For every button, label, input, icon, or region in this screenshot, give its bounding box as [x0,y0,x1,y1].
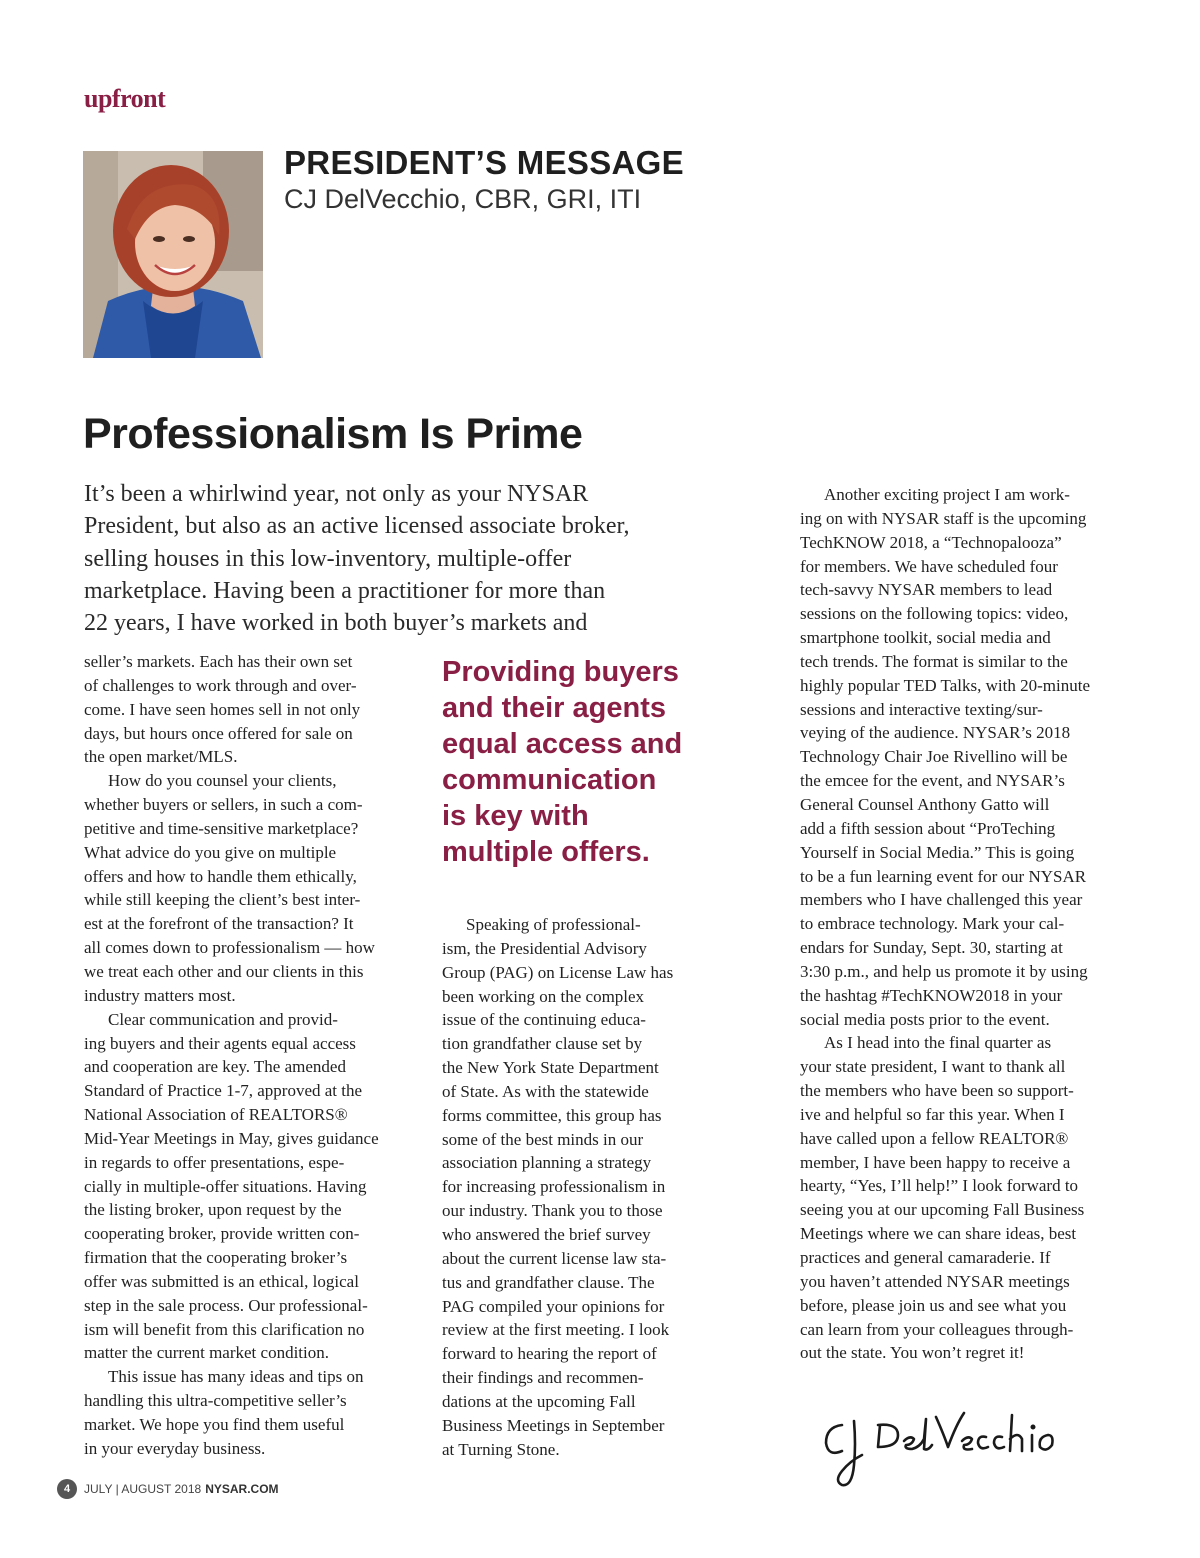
author-photo [83,151,263,358]
text-line: some of the best minds in our [442,1129,644,1149]
text-line: tus and grandfather clause. The [442,1272,655,1292]
text-line: offers and how to handle them ethically, [84,866,357,886]
text-line: member, I have been happy to receive a [800,1152,1071,1172]
text-line: the New York State Department [442,1058,659,1078]
text-line: out the state. You won’t regret it! [800,1343,1025,1363]
text-line: General Counsel Anthony Gatto will [800,794,1050,814]
text-line: our industry. Thank you to those [442,1201,663,1221]
text-line: all comes down to professionalism — how [84,938,375,958]
text-line: ing buyers and their agents equal access [84,1033,356,1053]
text-line: endars for Sunday, Sept. 30, starting at [800,938,1063,958]
text-line: hearty, “Yes, I’ll help!” I look forward to [800,1176,1079,1196]
text-line: ive and helpful so far this year. When I [800,1104,1065,1124]
text-line: veying of the audience. NYSAR’s 2018 [800,723,1071,743]
text-line: the hashtag #TechKNOW2018 in your [800,985,1063,1005]
lede-line: President, but also as an active licensed associate broker, [84,513,630,540]
text-line: while still keeping the client’s best inter- [84,890,361,910]
text-line: matter the current market condition. [84,1343,329,1363]
text-line: issue of the continuing educa- [442,1010,646,1030]
section-label: upfront [84,84,166,113]
text-line: days, but hours once offered for sale on [84,723,353,743]
text-line: to be a fun learning event for our NYSAR [800,866,1087,886]
text-line: cooperating broker, provide written con- [84,1224,360,1244]
handwritten-signature-icon [820,1395,1080,1495]
text-line: firmation that the cooperating broker’s [84,1248,348,1268]
text-line: Another exciting project I am work- [824,485,1070,504]
page-footer [57,1477,279,1501]
text-line: of challenges to work through and over- [84,675,357,695]
lede-line: 22 years, I have worked in both buyer’s markets and [84,610,588,637]
site-url: NYSAR.COM [205,1482,279,1496]
text-line: in your everyday business. [84,1438,266,1458]
signature-text [820,1395,826,1396]
text-line: ism, the Presidential Advisory [442,938,647,958]
text-line: ing on with NYSAR staff is the upcoming [800,508,1087,528]
text-line: social media posts prior to the event. [800,1009,1050,1029]
text-line: the open market/MLS. [84,747,238,767]
text-line: can learn from your colleagues through- [800,1319,1074,1339]
lede-line: selling houses in this low-inventory, multiple-offer [84,545,572,572]
pull-quote-line: equal access and [442,728,683,760]
text-line: Group (PAG) on License Law has [442,962,674,982]
signature [820,1395,1080,1495]
text-line: practices and general camaraderie. If [800,1248,1051,1267]
text-line: come. I have seen homes sell in not only [84,699,361,719]
lede-line: marketplace. Having been a practitioner for more than [84,577,606,604]
text-line: seller’s markets. Each has their own set [84,652,353,671]
portrait-image [83,151,263,358]
text-line: to embrace technology. Mark your cal- [800,914,1065,934]
text-line: for members. We have scheduled four [800,556,1058,576]
text-line: whether buyers or sellers, in such a com- [84,795,363,815]
text-line: est at the forefront of the transaction? It [84,914,354,934]
text-line: sessions on the following topics: video, [800,604,1069,624]
pull-quote-line: and their agents [442,692,666,724]
text-line: your state president, I want to thank all [800,1057,1066,1077]
body-column-2 [442,913,772,1461]
text-line: What advice do you give on multiple [84,842,337,862]
pull-quote-line: communication [442,764,657,796]
text-line: sessions and interactive texting/sur- [800,699,1043,719]
pull-quote-line: is key with [442,800,589,832]
text-line: and cooperation are key. The amended [84,1057,346,1077]
text-line: ism will benefit from this clarification no [84,1319,365,1339]
text-line: forward to hearing the report of [442,1344,657,1364]
pull-quote-line: Providing buyers [442,656,679,688]
pull-quote-line: multiple offers. [442,836,650,868]
header-title: PRESIDENT’S MESSAGE [284,144,684,181]
text-line: add a fifth session about “ProTeching [800,818,1056,838]
text-line: seeing you at our upcoming Fall Business [800,1200,1085,1220]
text-line: in regards to offer presentations, espe- [84,1152,345,1172]
text-line: Business Meetings in September [442,1415,665,1435]
text-line: association planning a strategy [442,1153,652,1173]
lede-line: It’s been a whirlwind year, not only as your NYSAR [84,481,589,507]
text-line: their findings and recommen- [442,1368,644,1388]
body-column-1 [84,650,414,1461]
text-line: you haven’t attended NYSAR meetings [800,1271,1070,1291]
text-line: before, please join us and see what you [800,1295,1067,1315]
text-line: tech-savvy NYSAR members to lead [800,580,1053,600]
text-line: tech trends. The format is similar to the [800,651,1068,671]
text-line: How do you counsel your clients, [108,771,337,791]
text-line: Technology Chair Joe Rivellino will be [800,747,1068,767]
issue-date: JULY | AUGUST 2018 [84,1482,202,1496]
text-line: who answered the brief survey [442,1224,651,1244]
text-line: forms committee, this group has [442,1105,662,1125]
text-line: tion grandfather clause set by [442,1034,643,1054]
text-line: of State. As with the statewide [442,1081,649,1101]
article-lede [84,478,724,639]
text-line: Clear communication and provid- [108,1009,338,1029]
text-line: at Turning Stone. [442,1439,560,1459]
text-line: TechKNOW 2018, a “Technopalooza” [800,532,1062,552]
text-line: highly popular TED Talks, with 20-minute [800,675,1090,695]
text-line: 3:30 p.m., and help us promote it by using [800,961,1088,981]
text-line: dations at the upcoming Fall [442,1391,636,1411]
text-line: Meetings where we can share ideas, best [800,1224,1077,1244]
text-line: As I head into the final quarter as [824,1033,1052,1053]
text-line: have called upon a fellow REALTOR® [800,1128,1069,1148]
text-line: the listing broker, upon request by the [84,1200,342,1220]
text-line: the members who have been so support- [800,1081,1074,1101]
text-line: we treat each other and our clients in this [84,961,364,981]
text-line: the emcee for the event, and NYSAR’s [800,771,1065,791]
page-number: 4 [57,1479,77,1499]
text-line: PAG compiled your opinions for [442,1296,665,1316]
text-line: Speaking of professional- [466,915,641,934]
text-line: National Association of REALTORS® [84,1105,348,1125]
text-line: about the current license law sta- [442,1248,667,1268]
text-line: smartphone toolkit, social media and [800,628,1051,648]
text-line: industry matters most. [84,985,236,1005]
text-line: for increasing professionalism in [442,1177,666,1197]
body-column-3 [800,483,1140,1365]
text-line: review at the first meeting. I look [442,1320,670,1340]
text-line: offer was submitted is an ethical, logical [84,1271,359,1291]
pull-quote [442,654,742,870]
text-line: Yourself in Social Media.” This is going [800,842,1075,862]
text-line: Standard of Practice 1-7, approved at the [84,1081,363,1101]
text-line: handling this ultra-competitive seller’s [84,1391,347,1411]
text-line: cially in multiple-offer situations. Having [84,1176,367,1196]
text-line: This issue has many ideas and tips on [108,1367,364,1387]
author-name: CJ DelVecchio, CBR, GRI, ITI [284,184,642,214]
text-line: been working on the complex [442,986,645,1006]
text-line: members who I have challenged this year [800,890,1083,910]
text-line: petitive and time-sensitive marketplace? [84,818,359,838]
text-line: market. We hope you find them useful [84,1415,345,1434]
text-line: step in the sale process. Our professional- [84,1295,368,1315]
text-line: Mid-Year Meetings in May, gives guidance [84,1128,379,1148]
article-headline: Professionalism Is Prime [83,410,583,458]
